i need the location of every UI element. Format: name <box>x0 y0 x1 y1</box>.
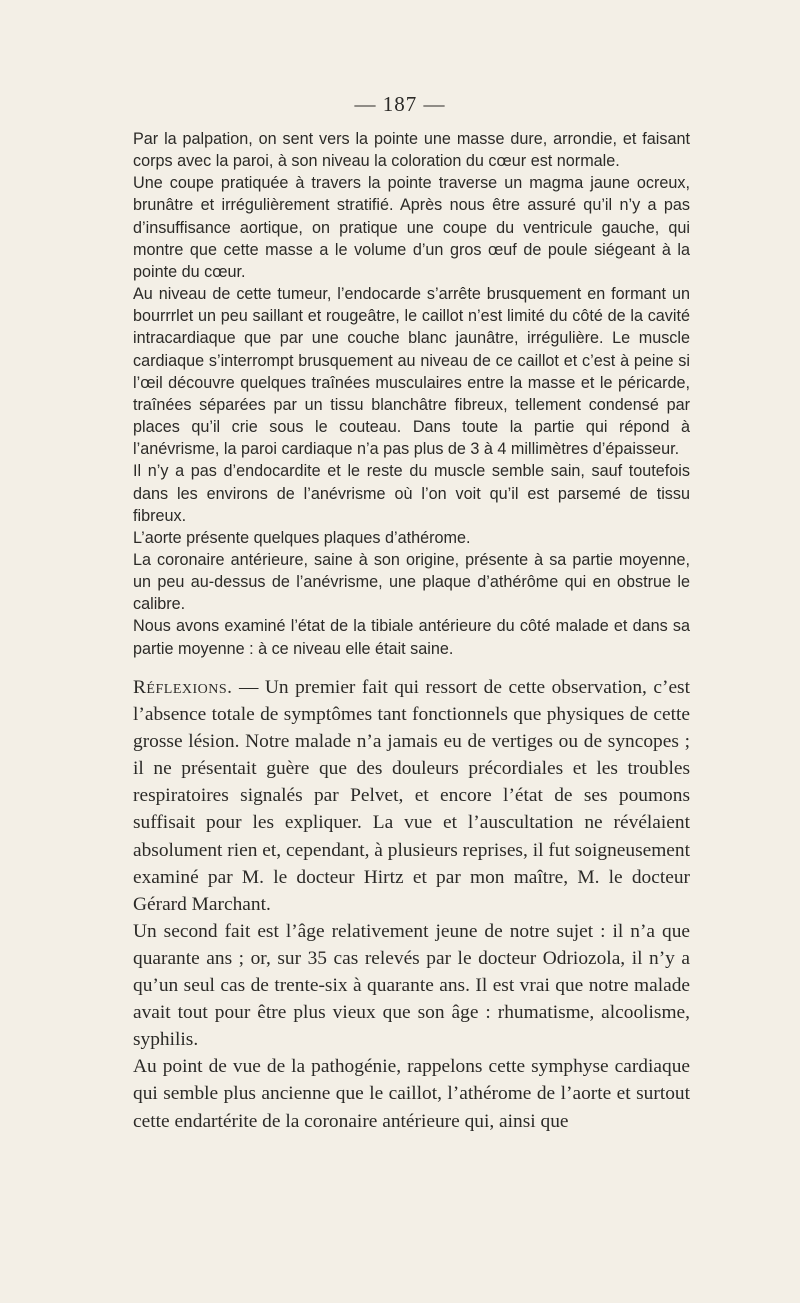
paragraph: Par la palpation, on sent vers la pointe une masse dure, arrondie, et faisant corps avec la paroi, à son niveau la coloration du cœur est normale. <box>133 130 690 171</box>
reflexions-paragraph <box>133 674 690 918</box>
observation-text-block <box>133 128 690 660</box>
reflexions-text-block <box>133 674 690 1135</box>
paragraph: Au point de vue de la pathogénie, rappelons cette symphyse cardiaque qui semble plus ancienne que le caillot, l’athérome de l’aorte et surtout cette endartérite de la coronaire antérieure qui, ainsi que <box>133 1056 690 1132</box>
paragraph: Une coupe pratiquée à travers la pointe traverse un magma jaune ocreux, brunâtre et irrégulièrement stratifié. Après nous être assuré qu’il n’y a pas d’insuffisance aortique, on pratique une coupe du ventricule gauche, qui montre que cette masse a le volume d’un gros œuf de poule siégeant à la pointe du cœur. <box>133 174 690 281</box>
page-number: — 187 — <box>354 92 446 116</box>
paragraph: Il n’y a pas d’endocardite et le reste du muscle semble sain, sauf toutefois dans les environs de l’anévrisme où l’on voit qu’il est parsemé de tissu fibreux. <box>133 462 690 525</box>
paragraph: La coronaire antérieure, saine à son origine, présente à sa partie moyenne, un peu au-dessus de l’anévrisme, une plaque d’athérôme qui en obstrue le calibre. <box>133 550 690 614</box>
paragraph: Un second fait est l’âge relativement jeune de notre sujet : il n’a que quarante ans ; or, sur 35 cas relevés par le docteur Odriozola, il n’y a qu’un seul cas de trente-six à quarante ans. Il est vrai que notre malade avait tout pour être plus vieux que son âge : rhumatisme, alcoolisme, syphilis. <box>133 920 690 1051</box>
paragraph: Nous avons examiné l’état de la tibiale antérieure du côté malade et dans sa partie moyenne : à ce niveau elle était saine. <box>133 617 690 658</box>
paragraph: Au niveau de cette tumeur, l’endocarde s’arrête brusquement en formant un bourrrlet un peu saillant et rougeâtre, le caillot n’est limité du côté de la cavité intracardiaque que par une couche blanc jaunâtre, irrégulière. Le muscle cardiaque s’interrompt brusquement au niveau de ce caillot et c’est à peine si l’œil découvre quelques traînées musculaires entre la masse et le péricarde, traînées séparées par un tissu blanchâtre fibreux, tellement condensé par places qu’il crie sous le couteau. Dans toute la partie qui répond à l’anévrisme, la paroi cardiaque n’a pas plus de 3 à 4 millimètres d’épaisseur. <box>133 285 690 459</box>
reflexions-heading: Réflexions. <box>133 677 233 698</box>
reflexions-text: — Un premier fait qui ressort de cette observation, c’est l’absence totale de symptômes tant fonctionnels que physiques de cette grosse lésion. Notre malade n’a jamais eu de vertiges ou de syncopes ; il ne présentait guère que des douleurs précordiales et les troubles respiratoires signalés par Pelvet, et encore l’état de ses poumons suffisait pour les expliquer. La vue et l’auscultation ne révélaient absolument rien et, cependant, à plusieurs reprises, il fut soigneusement examiné par M. le docteur Hirtz et par mon maître, M. le docteur Gérard Marchant. <box>133 677 690 915</box>
paragraph: L’aorte présente quelques plaques d’athérome. <box>133 528 471 547</box>
